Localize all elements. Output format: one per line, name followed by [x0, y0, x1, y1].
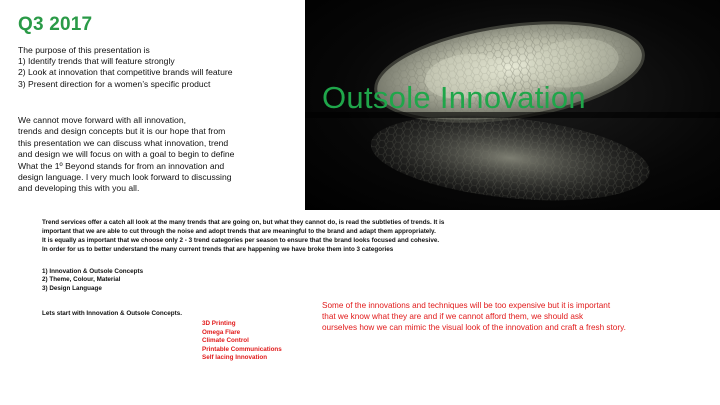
trend-services-text: [42, 218, 547, 254]
trend-line: In order for us to better understand the many current trends that are happening we have broke them into 3 categories: [42, 246, 394, 254]
note-line: Some of the innovations and techniques will be too expensive but it is important: [322, 301, 611, 310]
category-item: 2) Theme, Colour, Material: [42, 276, 121, 284]
purpose-item: 1) Identify trends that will feature strongly: [18, 56, 175, 67]
trend-line: It is equally as important that we choose only 2 - 3 trend categories per season to ensure that the brand looks focused and cohesive.: [42, 237, 440, 245]
innovation-item: Climate Control: [202, 337, 249, 345]
purpose-list: [18, 56, 318, 90]
innovation-item: Printable Communications: [202, 345, 282, 353]
outsole-innovation-heading: Outsole Innovation: [322, 80, 586, 115]
category-list: [42, 268, 143, 293]
intro-heading: The purpose of this presentation is: [18, 45, 150, 55]
intro-section: [18, 45, 318, 90]
category-item: 3) Design Language: [42, 284, 102, 292]
purpose-item: 2) Look at innovation that competitive brands will feature: [18, 67, 233, 78]
intro-paragraph: We cannot move forward with all innovation, trends and design concepts but it is our hope that from this presentation we can discuss what innovation, trend and design we will focus on with a goal to begin to define What the 1º Beyond stands for from an innovation and design language. I very much look forward to discussing and developing this with you all.: [18, 115, 235, 194]
lets-start-text: Lets start with Innovation & Outsole Concepts.: [42, 310, 182, 317]
cost-note: [322, 300, 702, 333]
page-title: Q3 2017: [18, 14, 93, 35]
note-line: that we know what they are and if we cannot afford them, we should ask: [322, 312, 584, 321]
innovation-item: Self lacing Innovation: [202, 354, 268, 362]
purpose-item: 3) Present direction for a women’s specific product: [18, 78, 211, 89]
trend-line: important that we are able to cut through the noise and adopt trends that are meaningful to the brand and adapt them appropriately.: [42, 228, 436, 236]
trend-line: Trend services offer a catch all look at the many trends that are going on, but what they cannot do, is read the subtleties of trends. It is: [42, 219, 445, 226]
note-line: ourselves how we can mimic the visual look of the innovation and craft a fresh story.: [322, 323, 626, 332]
innovation-item: 3D Printing: [202, 320, 236, 327]
category-item: 1) Innovation & Outsole Concepts: [42, 268, 144, 275]
innovation-item: Omega Flare: [202, 328, 241, 336]
innovation-list: [202, 320, 282, 363]
